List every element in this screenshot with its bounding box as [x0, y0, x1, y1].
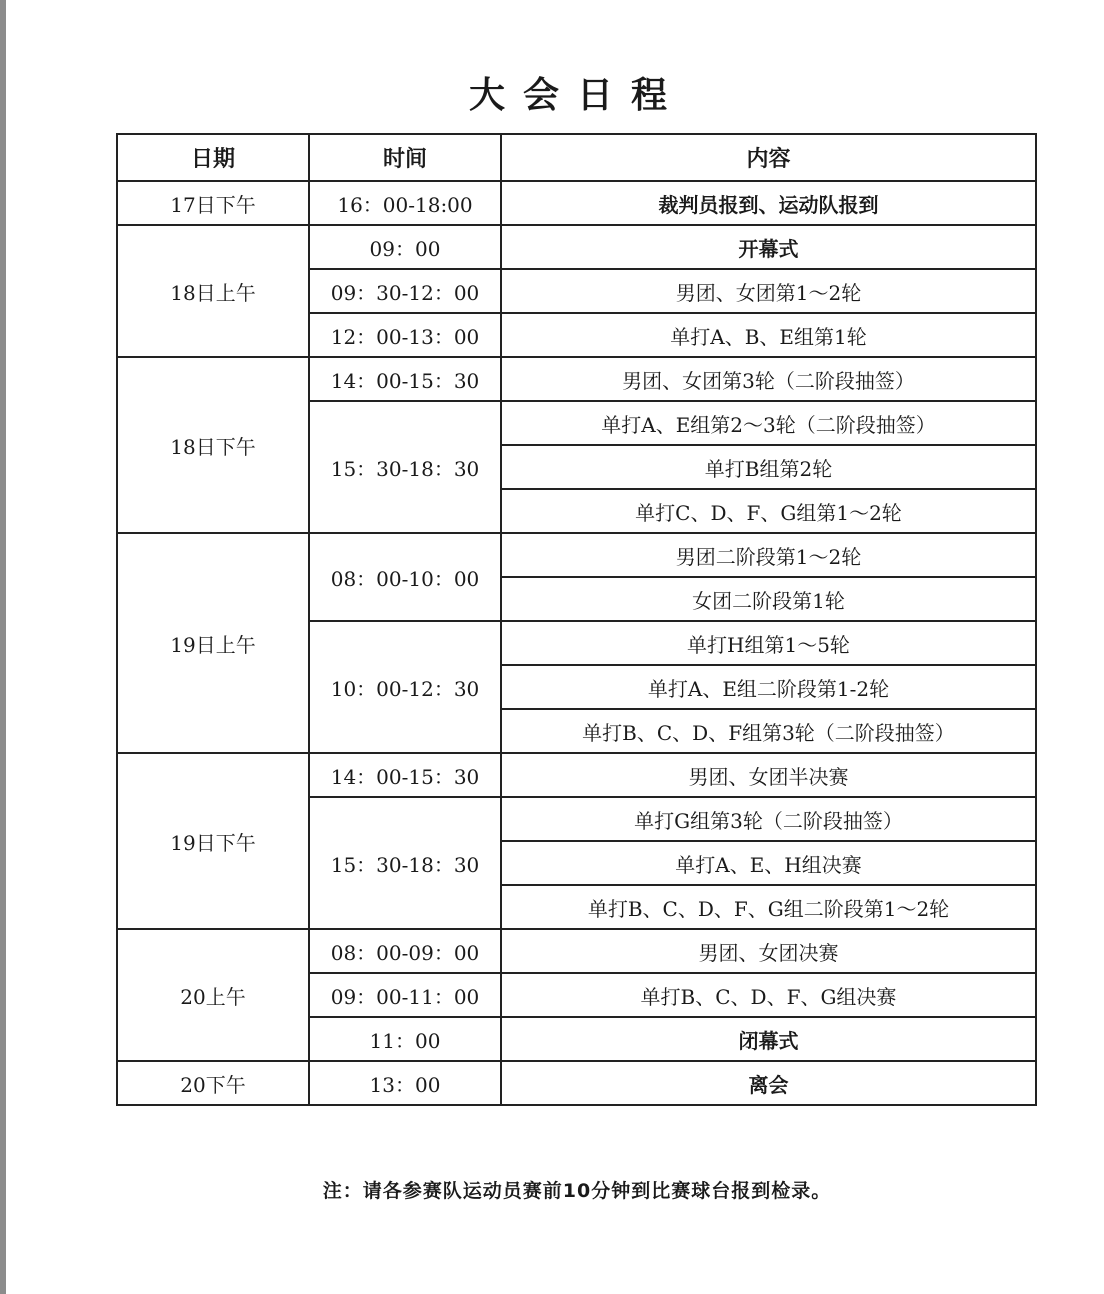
- content-cell: 女团二阶段第1轮: [501, 577, 1036, 621]
- table-header-row: [117, 134, 1036, 181]
- column-header-date: 日期: [117, 134, 309, 181]
- table-row: [117, 225, 1036, 269]
- time-cell: 13：00: [309, 1061, 501, 1105]
- content-cell: 开幕式: [501, 225, 1036, 269]
- content-cell: 单打B、C、D、F组第3轮（二阶段抽签）: [501, 709, 1036, 753]
- time-cell: 11：00: [309, 1017, 501, 1061]
- table-row: [117, 753, 1036, 797]
- time-cell: 15：30-18：30: [309, 401, 501, 533]
- content-cell: 单打B组第2轮: [501, 445, 1036, 489]
- time-cell: 14：00-15：30: [309, 753, 501, 797]
- date-cell: 19日上午: [117, 533, 309, 753]
- column-header-content: 内容: [501, 134, 1036, 181]
- time-cell: 12：00-13：00: [309, 313, 501, 357]
- content-cell: 离会: [501, 1061, 1036, 1105]
- date-cell: 19日下午: [117, 753, 309, 929]
- content-cell: 单打G组第3轮（二阶段抽签）: [501, 797, 1036, 841]
- footnote: 注：请各参赛队运动员赛前10分钟到比赛球台报到检录。: [322, 1180, 832, 1202]
- time-cell: 08：00-09：00: [309, 929, 501, 973]
- date-cell: 20下午: [117, 1061, 309, 1105]
- content-cell: 单打B、C、D、F、G组二阶段第1～2轮: [501, 885, 1036, 929]
- time-cell: 09：30-12：00: [309, 269, 501, 313]
- time-cell: 14：00-15：30: [309, 357, 501, 401]
- content-cell: 单打A、E、H组决赛: [501, 841, 1036, 885]
- page-title: 大会日程: [468, 75, 685, 116]
- content-cell: 男团二阶段第1～2轮: [501, 533, 1036, 577]
- table-row: [117, 357, 1036, 401]
- date-cell: 18日下午: [117, 357, 309, 533]
- content-cell: 闭幕式: [501, 1017, 1036, 1061]
- schedule-table: [116, 133, 1037, 1106]
- table-row: [117, 181, 1036, 225]
- content-cell: 单打B、C、D、F、G组决赛: [501, 973, 1036, 1017]
- time-cell: 10：00-12：30: [309, 621, 501, 753]
- content-cell: 裁判员报到、运动队报到: [501, 181, 1036, 225]
- column-header-time: 时间: [309, 134, 501, 181]
- content-cell: 单打C、D、F、G组第1～2轮: [501, 489, 1036, 533]
- content-cell: 单打A、E组二阶段第1-2轮: [501, 665, 1036, 709]
- content-cell: 单打A、B、E组第1轮: [501, 313, 1036, 357]
- date-cell: 18日上午: [117, 225, 309, 357]
- table-row: [117, 929, 1036, 973]
- content-cell: 单打H组第1～5轮: [501, 621, 1036, 665]
- time-cell: 15：30-18：30: [309, 797, 501, 929]
- content-cell: 男团、女团第1～2轮: [501, 269, 1036, 313]
- date-cell: 17日下午: [117, 181, 309, 225]
- content-cell: 男团、女团决赛: [501, 929, 1036, 973]
- left-edge-divider: [0, 0, 6, 1294]
- table-row: [117, 533, 1036, 577]
- content-cell: 男团、女团半决赛: [501, 753, 1036, 797]
- time-cell: 09：00: [309, 225, 501, 269]
- date-cell: 20上午: [117, 929, 309, 1061]
- content-cell: 单打A、E组第2～3轮（二阶段抽签）: [501, 401, 1036, 445]
- time-cell: 16：00-18:00: [309, 181, 501, 225]
- time-cell: 08：00-10：00: [309, 533, 501, 621]
- time-cell: 09：00-11：00: [309, 973, 501, 1017]
- table-row: [117, 1061, 1036, 1105]
- content-cell: 男团、女团第3轮（二阶段抽签）: [501, 357, 1036, 401]
